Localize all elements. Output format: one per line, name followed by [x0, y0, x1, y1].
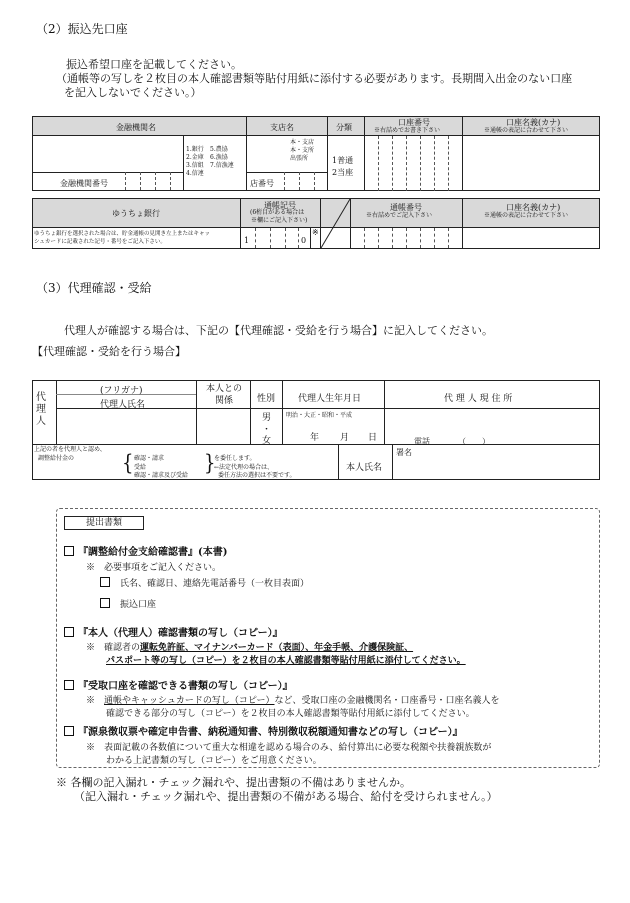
- checkbox-icon[interactable]: [64, 680, 74, 690]
- yucho-note-line2: シュカードに記載された記号・番号をご記入下さい。: [34, 239, 166, 245]
- doc-item-1-note: ※ 必要事項をご記入ください。: [86, 563, 222, 573]
- header-holder: 口座名義(カナ): [506, 118, 561, 127]
- doc-item-3[interactable]: 『受取口座を確認できる書類の写し（コピー）』: [64, 677, 293, 692]
- principal-name-label: 本人氏名: [346, 463, 383, 473]
- yucho-fixed-one: 1: [244, 236, 250, 245]
- institution-types-col2: 5.農協 6.漁協 7.信漁連: [210, 146, 234, 169]
- yucho-mark: ※: [312, 228, 319, 237]
- institution-types-col1: 1.銀行 2.金庫 3.信組 4.信連: [186, 146, 204, 177]
- header-institution: 金融機関名: [116, 123, 156, 132]
- header-account-note: ※右詰めでお書き下さい: [374, 127, 441, 134]
- gender-dot: ・: [262, 425, 272, 435]
- doc-item-2-note-line2: パスポート等の写し（コピー）を２枚目の本人確認書類等貼付用紙に添付してください。: [106, 656, 466, 666]
- birth-eras: 明治・大正・昭和・平成: [286, 412, 353, 419]
- section2-line2: （通帳等の写しを２枚目の本人確認書類等貼付用紙に添付する必要があります。長期間入出金のない口座: [56, 72, 573, 85]
- doc-item-1-sub2[interactable]: 振込口座: [100, 597, 156, 610]
- yucho-symbol-note2: ※欄にご記入下さい): [251, 217, 308, 224]
- doc-item-3-note-line2: 確認できる部分の写し（コピー）を２枚目の本人確認書類等貼付用紙に添付してください。: [106, 709, 475, 719]
- header-furigana: (フリガナ): [100, 386, 143, 396]
- phone-parens: （ ）: [458, 437, 490, 446]
- yucho-number-note: ※右詰めでご記入下さい: [366, 212, 433, 219]
- delegate-line3: を委任します。: [214, 455, 256, 462]
- agent-label: 代理人: [36, 392, 46, 427]
- section2-title: （2）振込先口座: [36, 22, 128, 36]
- delegate-line2: 調整給付金の: [38, 455, 75, 462]
- doc-item-4-note-line1: ※ 表面記載の各数値について重大な相違を認める場合のみ、給付算出に必要な税額や扶養親族数が: [86, 743, 492, 753]
- doc-item-2-note-line1: ※ 確認者の運転免許証、マイナンバーカード（表面）、年金手帳、介護保険証、: [86, 643, 414, 653]
- yucho-header-holder: 口座名義(カナ): [506, 203, 561, 212]
- doc-item-4[interactable]: 『源泉徴収票や確定申告書、納税通知書、特別徴収税額通知書などの写し（コピー）』: [64, 723, 463, 738]
- yucho-fixed-zero: 0: [301, 236, 307, 245]
- yucho-holder-note: ※通帳の表記に合わせて下さい: [484, 212, 569, 219]
- header-relation: 本人との関係: [205, 384, 242, 406]
- doc-item-1-sub1[interactable]: 氏名、確認日、連絡先電話番号（一枚目表面）: [100, 576, 309, 589]
- footer-line1: ※ 各欄の記入漏れ・チェック漏れや、提出書類の不備はありませんか。: [56, 776, 411, 789]
- header-agent-name: 代理人氏名: [100, 400, 146, 410]
- section2-line3: を記入しないでください。）: [64, 86, 202, 99]
- checkbox-icon[interactable]: [64, 546, 74, 556]
- footer-line2: （記入漏れ・チェック漏れや、提出書類の不備がある場合、給付を受けられません。）: [74, 790, 498, 803]
- yucho-header-number: 通帳番号: [390, 203, 422, 212]
- section3-line1: 代理人が確認する場合は、下記の【代理確認・受給を行う場合】に記入してください。: [64, 324, 493, 337]
- option-confirm: 確認・請求: [134, 455, 165, 462]
- header-branch: 支店名: [270, 123, 294, 132]
- header-type: 分類: [336, 123, 352, 132]
- doc-item-3-note-line1: ※ 通帳やキャッシュカードの写し（コピー）など、受取口座の金融機関名・口座番号・口座名義人を: [86, 696, 500, 706]
- account-types: 1普通 2当座: [332, 156, 354, 177]
- doc-item-2[interactable]: 『本人（代理人）確認書類の写し（コピー）』: [64, 624, 283, 639]
- option-receive: 受給: [134, 464, 147, 471]
- yucho-note-line1: ゆうちょ銀行を選択された場合は、貯金通帳の見開き左上またはキャッ: [34, 231, 211, 237]
- checkbox-icon[interactable]: [100, 598, 110, 608]
- documents-title: 提出書類: [64, 516, 144, 530]
- institution-code-label: 金融機関番号: [60, 179, 108, 188]
- checkbox-icon[interactable]: [64, 726, 74, 736]
- gender-female: 女: [262, 436, 272, 446]
- option-both: 確認・請求及び受給: [134, 472, 189, 479]
- header-birth: 代理人生年月日: [298, 394, 362, 404]
- brace-right-icon: }: [204, 450, 216, 476]
- section3-title: （3）代理確認・受給: [36, 281, 152, 295]
- phone-label: 電話: [414, 437, 430, 446]
- doc-item-4-note-line2: わかる上記書類の写し（コピー）をご用意ください。: [106, 756, 322, 766]
- birth-month: 月: [340, 433, 350, 443]
- signature-label: 署名: [396, 448, 412, 457]
- gender-male: 男: [262, 413, 272, 423]
- header-holder-note: ※通帳の表記に合わせて下さい: [484, 127, 569, 134]
- header-account: 口座番号: [398, 118, 430, 127]
- header-address: 代 理 人 現 住 所: [444, 394, 513, 404]
- section3-subtitle: 【代理確認・受給を行う場合】: [32, 345, 186, 358]
- branch-code-label: 店番号: [250, 179, 274, 188]
- delegate-line1: 上記の者を代理人と認め、: [34, 446, 106, 453]
- section2-line1: 振込希望口座を記載してください。: [66, 58, 242, 71]
- brace-left-icon: {: [122, 450, 134, 476]
- birth-year: 年: [310, 433, 320, 443]
- checkbox-icon[interactable]: [100, 577, 110, 587]
- delegate-line5: 委任方法の選択は不要です。: [218, 472, 296, 479]
- diagonal-slash: [320, 198, 351, 249]
- yucho-header-name: ゆうちょ銀行: [112, 209, 160, 218]
- checkbox-icon[interactable]: [64, 627, 74, 637]
- doc-item-1[interactable]: 『調整給付金支給確認書』(本書): [64, 543, 227, 558]
- branch-types: 本・支店 本・支所 出張所: [290, 139, 315, 162]
- birth-day: 日: [368, 433, 378, 443]
- header-gender: 性別: [257, 394, 276, 404]
- delegate-line4: ←法定代理の場合は、: [214, 464, 274, 471]
- yucho-symbol-note1: (6桁目がある場合は: [250, 209, 305, 216]
- yucho-header-symbol: 通帳記号: [264, 201, 296, 210]
